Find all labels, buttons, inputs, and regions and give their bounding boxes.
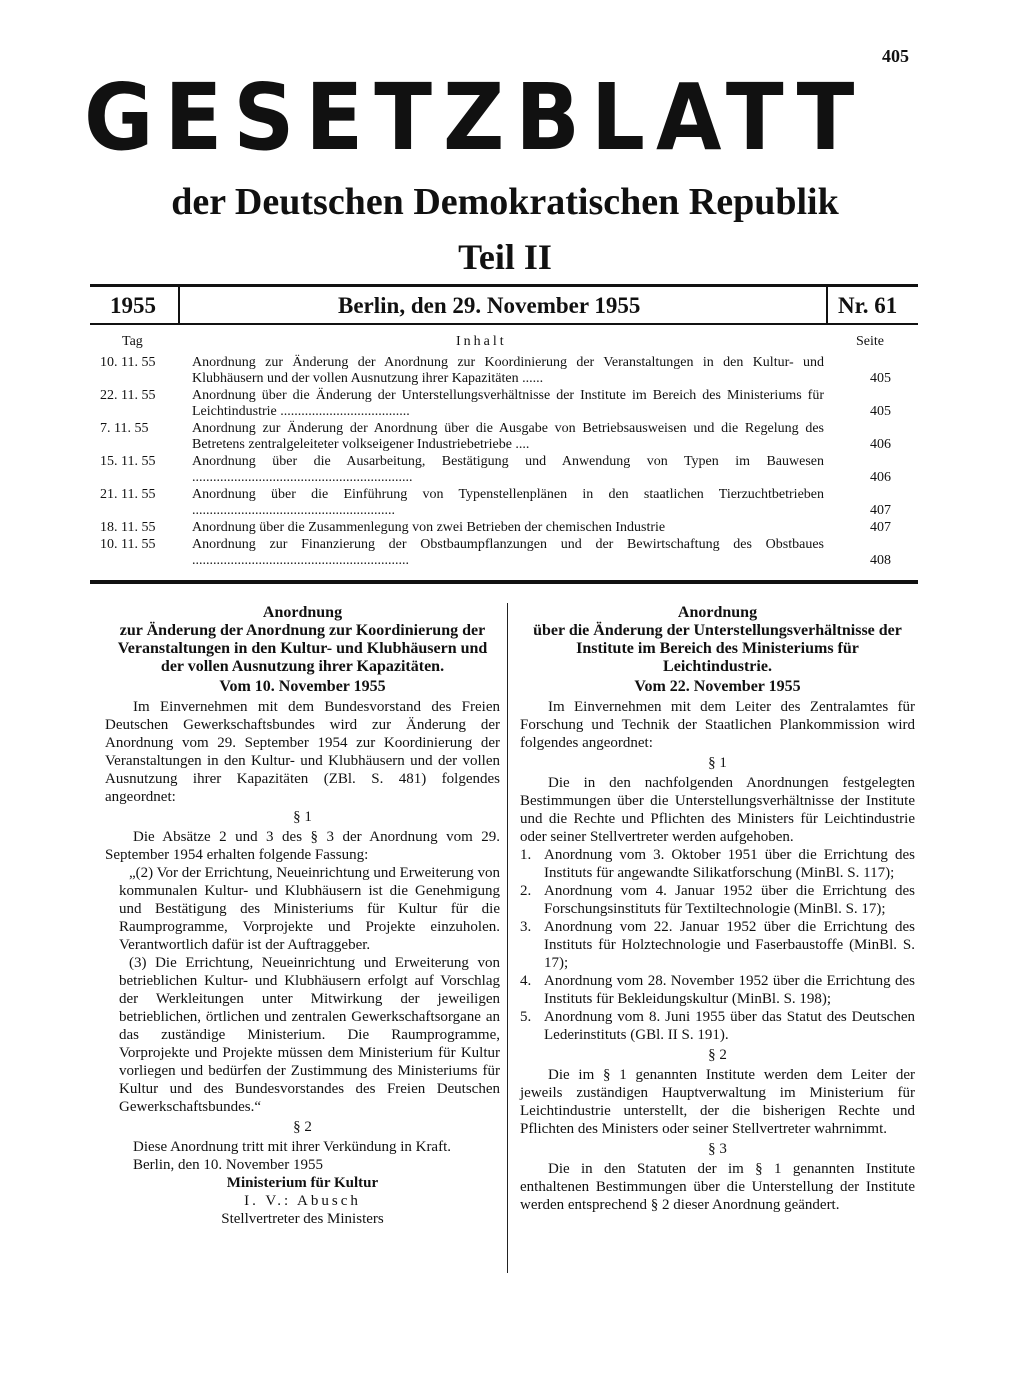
left-section-1-text: Die Absätze 2 und 3 des § 3 der Anordnung vom 29. September 1954 erhalten folgende Fassung: — [105, 829, 500, 863]
table-of-contents — [100, 355, 895, 570]
page-number: 405 — [882, 46, 909, 66]
toc-title: Anordnung zur Änderung der Anordnung über die Ausgabe von Betriebsausweisen und die Regelung des Betretens zentralgeleiteter volkseigener Industriebetriebe .... — [192, 421, 824, 452]
left-paragraph-2: „(2) Vor der Errichtung, Neueinrichtung und Erweiterung von kommunalen Kultur- und Klubhäusern ist die Genehmigung und Bestätigung des Ministeriums für Kultur für die Raumprogramme, Vorprojekte und Projekte einzuholen. Verantwortlich dafür ist der Auftraggeber. — [119, 865, 501, 953]
issue-year: 1955 — [110, 293, 156, 318]
right-date: Vom 22. November 1955 — [634, 678, 801, 695]
right-section-2: § 2 — [708, 1047, 727, 1063]
toc-day: 10. 11. 55 — [100, 355, 156, 370]
list-item-text: Anordnung vom 3. Oktober 1951 über die Errichtung des Instituts für angewandte Silikatforschung (MinBl. S. 117); — [544, 847, 915, 881]
left-intro: Im Einvernehmen mit dem Bundesvorstand des Freien Deutschen Gewerkschaftsbundes wird zur Änderung der Anordnung vom 29. September 1954 zur Koordinierung der Veranstaltungen in den Kultur- und Klubhäusern und der vollen Ausnutzung ihrer Kapazitäten (ZBl. S. 481) folgendes angeordnet: — [105, 699, 500, 805]
list-item-text: Anordnung vom 28. November 1952 über die Errichtung des Instituts für Bekleidungskultur (MinBl. S. 198); — [544, 973, 915, 1007]
toc-entry — [100, 454, 895, 486]
toc-title: Anordnung zur Änderung der Anordnung zur Koordinierung der Veranstaltungen in den Kultur- und Klubhäusern und der vollen Ausnutzung ihrer Kapazitäten ...... — [192, 355, 824, 386]
toc-entry — [100, 421, 895, 453]
list-item-number: 3. — [520, 919, 532, 935]
left-heading-subject: zur Änderung der Anordnung zur Koordinierung der Veranstaltungen in den Kultur- und Klubhäusern und der vollen Ausnutzung ihrer Kapazitäten. — [117, 622, 488, 675]
left-ministry: Ministerium für Kultur — [226, 1175, 379, 1191]
toc-entry — [100, 537, 895, 569]
toc-title: Anordnung zur Finanzierung der Obstbaumpflanzungen und der Bewirtschaftung des Obstbaues .............................................................. — [192, 537, 824, 568]
left-column — [105, 604, 500, 1228]
left-heading: Anordnung — [262, 604, 343, 621]
toc-page: 405 — [870, 371, 891, 386]
toc-title: Anordnung über die Einführung von Typenstellenplänen in den staatlichen Tierzuchtbetrieben .......................................................... — [192, 487, 824, 518]
right-heading-subject: über die Änderung der Unterstellungsverhältnisse der Institute im Bereich des Ministeriums für Leichtindustrie. — [533, 622, 902, 675]
toc-title: Anordnung über die Ausarbeitung, Bestätigung und Anwendung von Typen im Bauwesen ............................................................... — [192, 454, 824, 485]
issue-rule — [90, 323, 918, 325]
toc-page: 407 — [870, 520, 891, 535]
toc-header-day: Tag — [122, 334, 143, 349]
toc-bottom-rule — [90, 580, 918, 584]
list-item — [520, 882, 915, 918]
list-item-number: 2. — [520, 883, 532, 899]
list-item — [520, 918, 915, 972]
left-signer: I. V.: Abusch — [244, 1193, 361, 1209]
left-date: Vom 10. November 1955 — [219, 678, 386, 695]
right-section-3: § 3 — [708, 1141, 727, 1157]
left-paragraph-3: (3) Die Errichtung, Neueinrichtung und Erweiterung von betrieblichen Kultur- und Klubhäusern erfolgt auf Vorschlag der Werkleitungen unter Mitwirkung der jeweiligen betrieblichen, örtlichen und zentralen Gewerkschaftsorgane an das zuständige Ministerium. Die Raumprogramme, Vorprojekte und Projekte müssen dem Ministerium für Kultur vorliegen und bedürfen der Zustimmung des Ministeriums für Kultur und des Bundesvorstandes des Freien Deutschen Gewerkschaftsbundes.“ — [119, 955, 500, 1115]
toc-entry — [100, 487, 895, 519]
list-item-number: 5. — [520, 1009, 532, 1025]
toc-day: 21. 11. 55 — [100, 487, 156, 502]
right-section-2-text: Die im § 1 genannten Institute werden dem Leiter der jeweils zuständigen Hauptverwaltung im Ministerium für Leichtindustrie unterstellt, der die bisherigen Rechte und Pflichten des Ministers oder seiner Stellvertreter wahrnimmt. — [520, 1067, 915, 1137]
left-place-date: Berlin, den 10. November 1955 — [133, 1157, 323, 1173]
toc-day: 18. 11. 55 — [100, 520, 156, 535]
issue-place-date: Berlin, den 29. November 1955 — [338, 293, 641, 318]
toc-day: 15. 11. 55 — [100, 454, 156, 469]
list-item-number: 4. — [520, 973, 532, 989]
issue-divider — [178, 287, 180, 323]
left-signer-role: Stellvertreter des Ministers — [221, 1211, 384, 1227]
left-section-2: § 2 — [293, 1119, 312, 1135]
left-section-1: § 1 — [293, 809, 312, 825]
list-item — [520, 846, 915, 882]
toc-header-title: Inhalt — [456, 334, 507, 349]
masthead-subtitle: der Deutschen Demokratischen Republik — [171, 181, 839, 223]
toc-page: 405 — [870, 404, 891, 419]
toc-entry — [100, 388, 895, 420]
toc-title: Anordnung über die Änderung der Unterstellungsverhältnisse der Institute im Bereich des Ministeriums für Leichtindustrie ..................................... — [192, 388, 824, 419]
toc-page: 406 — [870, 470, 891, 485]
list-item — [520, 1008, 915, 1044]
list-item — [520, 972, 915, 1008]
right-section-1-text: Die in den nachfolgenden Anordnungen festgelegten Bestimmungen über die Unterstellungsverhältnisse der Institute und die Rechte und Pflichten des Ministers für Leichtindustrie oder seiner Stellvertreter werden aufgehoben. — [520, 775, 915, 845]
right-heading: Anordnung — [677, 604, 758, 621]
toc-day: 10. 11. 55 — [100, 537, 156, 552]
toc-page: 407 — [870, 503, 891, 518]
toc-day: 7. 11. 55 — [100, 421, 149, 436]
list-item-number: 1. — [520, 847, 532, 863]
column-divider — [507, 603, 508, 1273]
right-column — [520, 604, 915, 1214]
issue-divider — [826, 287, 828, 323]
masthead-title: GESETZBLATT — [84, 64, 866, 171]
right-section-3-text: Die in den Statuten der im § 1 genannten Institute enthaltenen Bestimmungen über die Unterstellung der Institute werden entsprechend § 2 dieser Anordnung geändert. — [520, 1161, 915, 1213]
toc-header-page: Seite — [856, 334, 884, 349]
toc-entry — [100, 355, 895, 387]
issue-row — [90, 287, 918, 323]
toc-page: 406 — [870, 437, 891, 452]
masthead-part: Teil II — [458, 237, 552, 277]
toc-page: 408 — [870, 553, 891, 568]
left-section-2-text: Diese Anordnung tritt mit ihrer Verkündung in Kraft. — [133, 1139, 452, 1155]
toc-title: Anordnung über die Zusammenlegung von zwei Betrieben der chemischen Industrie — [192, 520, 666, 535]
toc-entry — [100, 520, 895, 536]
list-item-text: Anordnung vom 22. Januar 1952 über die Errichtung des Instituts für Holztechnologie und Faserbaustoffe (MinBl. S. 17); — [544, 919, 915, 971]
right-intro: Im Einvernehmen mit dem Leiter des Zentralamtes für Forschung und Technik der Staatlichen Plankommission wird folgendes angeordnet: — [520, 699, 915, 751]
list-item-text: Anordnung vom 4. Januar 1952 über die Errichtung des Forschungsinstituts für Textiltechnologie (MinBl. S. 17); — [544, 883, 915, 917]
right-ordinance-list — [520, 846, 915, 1044]
issue-number: Nr. 61 — [838, 293, 898, 318]
list-item-text: Anordnung vom 8. Juni 1955 über das Statut des Deutschen Lederinstituts (GBl. II S. 191). — [544, 1009, 915, 1043]
right-section-1: § 1 — [708, 755, 727, 771]
toc-day: 22. 11. 55 — [100, 388, 156, 403]
